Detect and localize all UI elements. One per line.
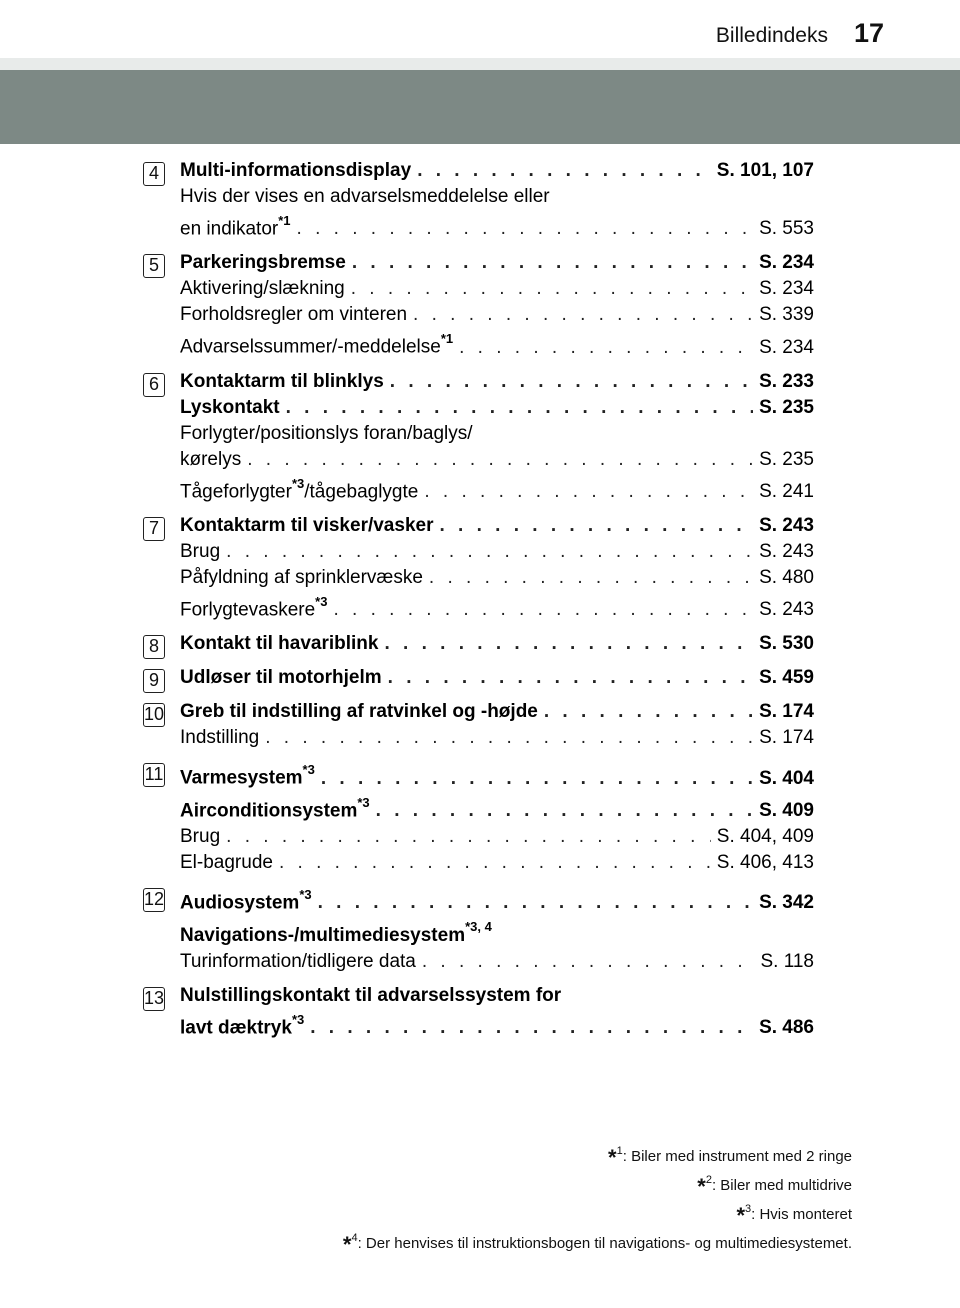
entry-label: Varmesystem [180, 767, 303, 789]
entry-label: Multi-informationsdisplay [180, 160, 412, 181]
dot-leader [439, 513, 753, 539]
item-number-badge: 8 [143, 635, 165, 659]
dot-leader [384, 631, 753, 657]
index-entry-sub [180, 591, 814, 623]
page-reference: S. 234 [759, 252, 814, 274]
index-entry-main [180, 884, 814, 916]
entry-label: Tågeforlygter [180, 480, 292, 502]
entry-label: Navigations-/multimediesystem [180, 924, 466, 946]
index-group [0, 158, 814, 242]
index-entry-sub [180, 184, 814, 210]
footnotes [343, 1140, 852, 1256]
header-band [0, 70, 960, 144]
page-reference: S. 174 [759, 727, 814, 749]
entry-label: Turinformation/tidligere data [180, 950, 416, 972]
dot-leader [544, 699, 753, 725]
index-entry-main [180, 759, 814, 791]
page-header [0, 0, 960, 70]
footnote-mark: * [736, 1203, 745, 1228]
index-entry-main [180, 513, 814, 539]
dot-leader [333, 597, 753, 623]
entry-label: Brug [180, 540, 221, 562]
index-entry-sub [180, 447, 814, 473]
dot-leader [424, 479, 753, 505]
dot-leader [413, 302, 753, 328]
entry-label: lavt dæktryk [180, 1016, 292, 1038]
index-group [0, 665, 814, 691]
entry-label: Airconditionsystem [180, 799, 358, 821]
dot-leader [459, 335, 753, 361]
entry-label: Indstilling [180, 727, 260, 749]
index-entry-main [180, 699, 814, 725]
page-reference: S. 243 [759, 599, 814, 621]
page-reference: S. 459 [759, 667, 814, 689]
dot-leader [388, 665, 753, 691]
footnote [343, 1169, 852, 1198]
index-group [0, 631, 814, 657]
footnote-text: : Biler med instrument med 2 ringe [622, 1148, 852, 1165]
entry-label-suffix: /tågebaglygte [304, 480, 419, 502]
dot-leader [390, 369, 753, 395]
page-reference: S. 235 [759, 396, 814, 418]
footnote-ref: *3 [299, 886, 312, 902]
page-reference: S. 234 [759, 336, 814, 358]
footnote-ref: *3 [291, 1011, 305, 1027]
index-entry-main [180, 792, 814, 824]
page-reference: S. 118 [760, 950, 814, 972]
dot-leader [321, 766, 753, 792]
dot-leader [279, 850, 711, 876]
section-title: Billedindeks [715, 24, 828, 47]
dot-leader [226, 539, 753, 565]
index-entry-sub [180, 725, 814, 751]
index-entry-sub [180, 850, 814, 876]
item-number-badge: 12 [143, 888, 165, 912]
entry-label: Kontaktarm til blinklys [180, 370, 384, 392]
index-entry-sub [180, 421, 814, 447]
index-entry-main [180, 631, 814, 657]
index-entry-sub [180, 473, 814, 505]
entry-label: Hvis der vises en advarselsmeddelelse eller [180, 186, 550, 207]
page-reference: S. 409 [759, 799, 814, 821]
entry-label: Forholdsregler om vinteren [180, 304, 408, 326]
entry-label: Audiosystem [180, 892, 300, 914]
dot-leader [318, 890, 753, 916]
index-entry-main [180, 983, 814, 1009]
dot-leader [310, 1015, 753, 1041]
footnote-text: : Der henvises til instruktionsbogen til navigations- og multimediesystemet. [357, 1235, 852, 1252]
footnote-ref: *3 [302, 762, 315, 778]
footnote [343, 1198, 852, 1227]
footnote-ref: *3, 4 [465, 919, 492, 935]
entry-label: Aktivering/slækning [180, 278, 345, 300]
page-reference: S. 404 [759, 767, 814, 789]
dot-leader [352, 250, 753, 276]
item-number-badge: 13 [143, 987, 165, 1011]
footnote-text: : Biler med multidrive [711, 1177, 852, 1194]
page-reference: S. 234 [759, 278, 814, 300]
page-reference: S. 406, 413 [716, 851, 814, 873]
index-entry-main [180, 916, 814, 948]
index-entry-sub [180, 302, 814, 328]
item-number-badge: 4 [143, 162, 165, 186]
footnote-number: 3 [745, 1203, 752, 1215]
page-reference: S. 342 [759, 892, 814, 914]
page-number: 17 [853, 18, 884, 48]
footnote-number: 2 [705, 1174, 712, 1186]
item-number-badge: 7 [143, 517, 165, 541]
page-reference: S. 243 [759, 540, 814, 562]
page-reference: S. 486 [759, 1016, 814, 1038]
dot-leader [376, 798, 753, 824]
index-group [0, 983, 814, 1041]
entry-label: Advarselssummer/-meddelelse [180, 336, 441, 358]
dot-leader [297, 216, 754, 242]
page-reference: S. 553 [759, 218, 814, 240]
footnote [343, 1227, 852, 1256]
entry-label: Kontakt til havariblink [180, 633, 379, 655]
entry-label: Parkeringsbremse [180, 252, 346, 274]
index-entry-sub [180, 949, 814, 975]
index-entry-sub [180, 539, 814, 565]
index-entry-sub [180, 276, 814, 302]
footnote-mark: * [608, 1145, 617, 1170]
page-reference: S. 480 [759, 566, 814, 588]
dot-leader [247, 447, 753, 473]
entry-label: El-bagrude [180, 851, 273, 873]
dot-leader [422, 949, 755, 975]
page-reference: S. 174 [759, 701, 814, 723]
index-entry-main [180, 158, 814, 184]
index-entry-main [180, 665, 814, 691]
entry-label: Forlygtevaskere [180, 599, 316, 621]
index-entry-sub [180, 824, 814, 850]
dot-leader [286, 395, 753, 421]
footnote-mark: * [697, 1174, 706, 1199]
item-number-badge: 10 [143, 703, 165, 727]
header-divider [0, 58, 960, 70]
item-number-badge: 11 [143, 763, 165, 787]
index-entry-main [180, 1009, 814, 1041]
index-group [0, 250, 814, 360]
entry-label: Påfyldning af sprinklervæske [180, 566, 423, 588]
page-reference: S. 404, 409 [716, 825, 814, 847]
footnote-number: 4 [351, 1232, 358, 1244]
footnote-ref: *1 [278, 213, 291, 228]
index-group [0, 699, 814, 751]
entry-label: kørelys [180, 448, 242, 470]
entry-label: en indikator [180, 218, 279, 240]
entry-label: Greb til indstilling af ratvinkel og -højde [180, 701, 538, 723]
entry-label: Udløser til motorhjelm [180, 667, 382, 689]
item-number-badge: 6 [143, 373, 165, 397]
index-entry-main [180, 250, 814, 276]
index-group [0, 759, 814, 876]
page-reference: S. 241 [759, 480, 814, 502]
entry-label: Kontaktarm til visker/vasker [180, 514, 434, 536]
dot-leader [226, 824, 711, 850]
item-number-badge: 5 [143, 254, 165, 278]
dot-leader [429, 565, 753, 591]
dot-leader [417, 158, 711, 184]
index-group [0, 369, 814, 505]
footnote [343, 1140, 852, 1169]
index-entry-main [180, 395, 814, 421]
item-number-badge: 9 [143, 669, 165, 693]
dot-leader [351, 276, 753, 302]
footnote-text: : Hvis monteret [751, 1206, 852, 1223]
index-entry-sub [180, 328, 814, 360]
page-reference: S. 530 [759, 633, 814, 655]
page-reference: S. 101, 107 [716, 160, 814, 181]
index-group [0, 513, 814, 623]
footnote-mark: * [342, 1232, 352, 1257]
footnote-ref: *3 [315, 593, 328, 609]
footnote-ref: *3 [357, 794, 370, 810]
entry-label: Nulstillingskontakt til advarselssystem for [180, 984, 562, 1006]
page-reference: S. 235 [759, 448, 814, 470]
page-reference: S. 233 [759, 370, 814, 392]
index-entry-sub [180, 565, 814, 591]
index-group [0, 884, 814, 975]
page-reference: S. 339 [759, 304, 814, 326]
dot-leader [265, 725, 753, 751]
entry-label: Brug [180, 825, 221, 847]
index-entry-main [180, 369, 814, 395]
index-entry-sub [180, 210, 814, 242]
footnote-number: 1 [616, 1145, 623, 1157]
footnote-ref: *1 [440, 331, 454, 347]
index-list [0, 158, 960, 1049]
page-reference: S. 243 [759, 514, 814, 536]
entry-label: Forlygter/positionslys foran/baglys/ [180, 422, 473, 444]
footnote-ref: *3 [291, 475, 305, 491]
entry-label: Lyskontakt [180, 396, 280, 418]
